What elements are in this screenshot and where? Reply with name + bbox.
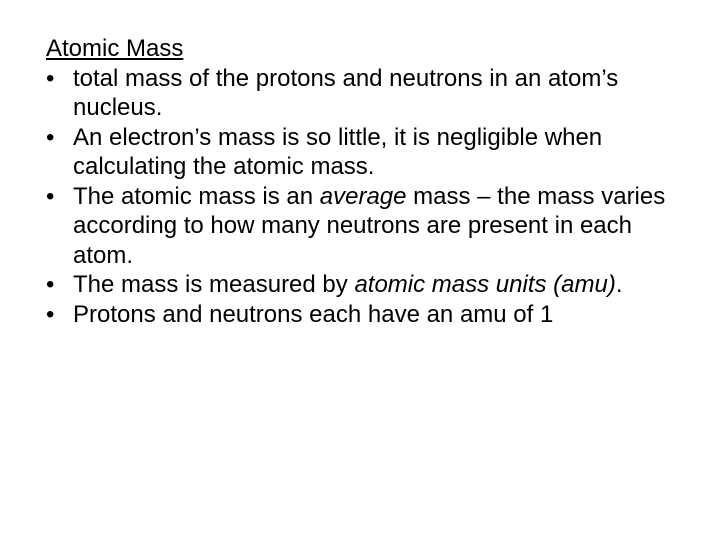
bullet-text: total mass of the protons and neutrons in an atom’s nucleus. <box>73 64 619 121</box>
bullet-icon: • <box>46 271 55 298</box>
bullet-icon: • <box>46 64 55 92</box>
slide-content <box>46 34 696 329</box>
bullet-list <box>46 64 696 330</box>
bullet-text: Protons and neutrons each have an amu of 1 <box>73 300 554 328</box>
bullet-item <box>46 64 696 123</box>
bullet-text-start: The atomic mass is an <box>73 182 320 210</box>
bullet-text-end: mass – the mass varies according to how many neutrons are present in each atom. <box>73 182 666 269</box>
bullet-item <box>46 182 696 271</box>
bullet-item <box>46 300 696 330</box>
bullet-item <box>46 123 696 182</box>
slide-title: Atomic Mass <box>46 35 184 62</box>
bullet-icon: • <box>46 123 55 151</box>
bullet-text-start: The mass is measured by <box>73 271 355 298</box>
bullet-item <box>46 270 696 300</box>
bullet-icon: • <box>46 182 55 210</box>
bullet-text-end: . <box>615 271 623 298</box>
bullet-text: An electron’s mass is so little, it is negligible when calculating the atomic mass. <box>73 123 603 180</box>
bullet-icon: • <box>46 300 55 328</box>
bullet-emphasis: atomic mass units (amu) <box>354 271 616 298</box>
bullet-emphasis: average <box>319 182 407 210</box>
